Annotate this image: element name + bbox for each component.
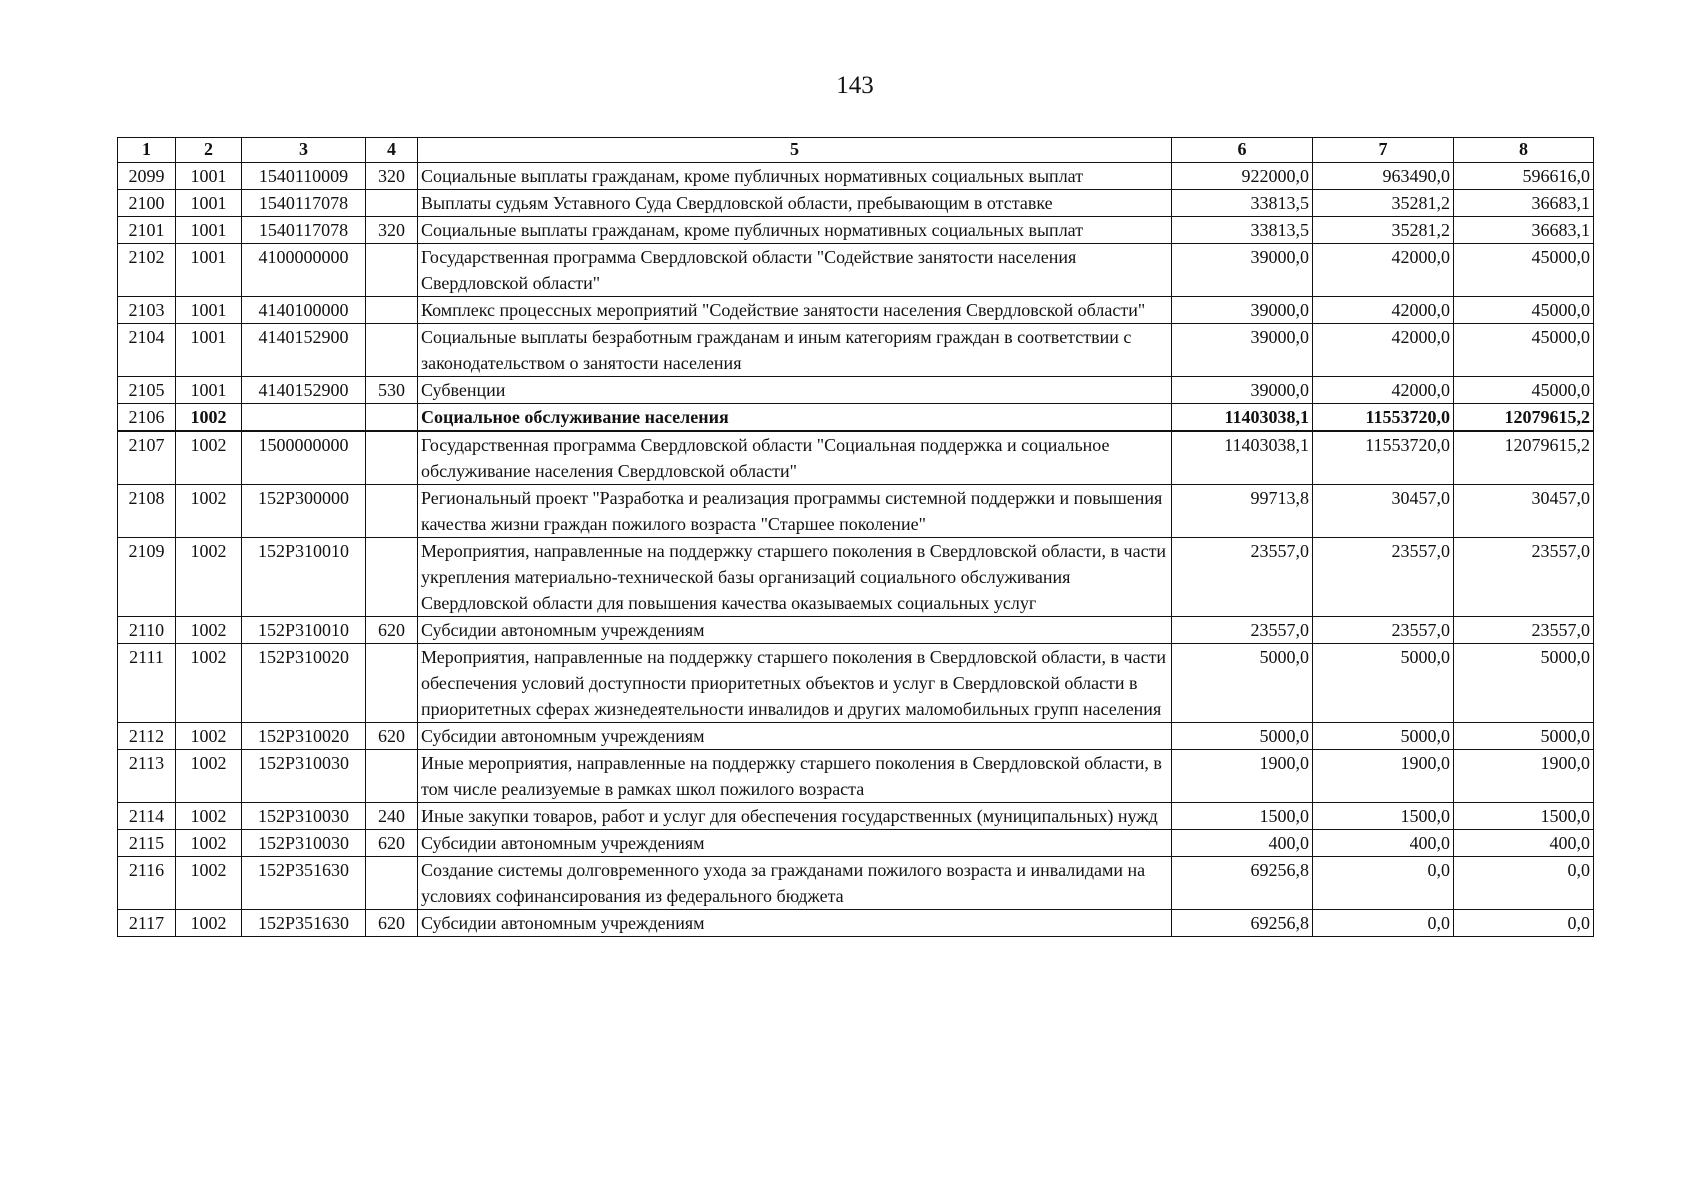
- section-code-cell: 1001: [176, 190, 242, 217]
- amount-year3-cell: 12079615,2: [1454, 404, 1594, 432]
- expense-type-cell: [366, 857, 418, 910]
- section-code-cell: 1002: [176, 750, 242, 803]
- expense-type-cell: [366, 431, 418, 485]
- amount-year2-cell: 5000,0: [1313, 644, 1454, 723]
- expense-type-cell: 320: [366, 217, 418, 244]
- target-article-cell: 4100000000: [242, 244, 366, 297]
- amount-year1-cell: 400,0: [1172, 830, 1313, 857]
- amount-year1-cell: 23557,0: [1172, 617, 1313, 644]
- section-code-cell: 1002: [176, 857, 242, 910]
- section-code-cell: 1001: [176, 244, 242, 297]
- amount-year2-cell: 23557,0: [1313, 617, 1454, 644]
- description-cell: Государственная программа Свердловской области "Содействие занятости населения Свердловской области": [418, 244, 1172, 297]
- expense-type-cell: [366, 404, 418, 432]
- amount-year2-cell: 11553720,0: [1313, 404, 1454, 432]
- target-article-cell: 4140152900: [242, 377, 366, 404]
- amount-year1-cell: 23557,0: [1172, 538, 1313, 617]
- amount-year2-cell: 0,0: [1313, 857, 1454, 910]
- expense-type-cell: [366, 190, 418, 217]
- amount-year3-cell: 1500,0: [1454, 803, 1594, 830]
- row-number-cell: 2101: [118, 217, 176, 244]
- amount-year2-cell: 30457,0: [1313, 485, 1454, 538]
- amount-year3-cell: 0,0: [1454, 857, 1594, 910]
- expense-type-cell: 620: [366, 910, 418, 937]
- table-row: [118, 163, 1594, 190]
- amount-year1-cell: 5000,0: [1172, 644, 1313, 723]
- row-number-cell: 2105: [118, 377, 176, 404]
- amount-year3-cell: 12079615,2: [1454, 431, 1594, 485]
- amount-year2-cell: 11553720,0: [1313, 431, 1454, 485]
- target-article-cell: 1540117078: [242, 190, 366, 217]
- target-article-cell: [242, 404, 366, 432]
- table-body: [118, 163, 1594, 937]
- amount-year3-cell: 45000,0: [1454, 244, 1594, 297]
- section-code-cell: 1001: [176, 163, 242, 190]
- amount-year1-cell: 69256,8: [1172, 910, 1313, 937]
- amount-year1-cell: 99713,8: [1172, 485, 1313, 538]
- table-row: [118, 485, 1594, 538]
- amount-year3-cell: 23557,0: [1454, 538, 1594, 617]
- amount-year1-cell: 1900,0: [1172, 750, 1313, 803]
- section-code-cell: 1002: [176, 617, 242, 644]
- table-row: [118, 217, 1594, 244]
- target-article-cell: 1540117078: [242, 217, 366, 244]
- table-row: [118, 830, 1594, 857]
- section-code-cell: 1002: [176, 485, 242, 538]
- amount-year1-cell: 922000,0: [1172, 163, 1313, 190]
- table-row: [118, 644, 1594, 723]
- description-cell: Иные мероприятия, направленные на поддержку старшего поколения в Свердловской области, в том числе реализуемые в рамках школ пожилого возраста: [418, 750, 1172, 803]
- description-cell: Субсидии автономным учреждениям: [418, 830, 1172, 857]
- row-number-cell: 2117: [118, 910, 176, 937]
- amount-year1-cell: 39000,0: [1172, 297, 1313, 324]
- header-row: [118, 138, 1594, 163]
- description-cell: Создание системы долговременного ухода за гражданами пожилого возраста и инвалидами на условиях софинансирования из федерального бюджета: [418, 857, 1172, 910]
- description-cell: Социальные выплаты гражданам, кроме публичных нормативных социальных выплат: [418, 217, 1172, 244]
- section-code-cell: 1002: [176, 404, 242, 432]
- description-cell: Субсидии автономным учреждениям: [418, 723, 1172, 750]
- amount-year2-cell: 400,0: [1313, 830, 1454, 857]
- section-code-cell: 1001: [176, 324, 242, 377]
- amount-year2-cell: 5000,0: [1313, 723, 1454, 750]
- amount-year3-cell: 36683,1: [1454, 190, 1594, 217]
- amount-year2-cell: 0,0: [1313, 910, 1454, 937]
- row-number-cell: 2107: [118, 431, 176, 485]
- amount-year3-cell: 30457,0: [1454, 485, 1594, 538]
- section-code-cell: 1002: [176, 910, 242, 937]
- amount-year2-cell: 42000,0: [1313, 297, 1454, 324]
- description-cell: Субсидии автономным учреждениям: [418, 910, 1172, 937]
- table-row: [118, 910, 1594, 937]
- table-row: [118, 538, 1594, 617]
- target-article-cell: 152P310020: [242, 644, 366, 723]
- amount-year1-cell: 69256,8: [1172, 857, 1313, 910]
- amount-year2-cell: 1500,0: [1313, 803, 1454, 830]
- amount-year3-cell: 45000,0: [1454, 324, 1594, 377]
- target-article-cell: 152P310030: [242, 750, 366, 803]
- row-number-cell: 2099: [118, 163, 176, 190]
- expense-type-cell: [366, 750, 418, 803]
- amount-year2-cell: 42000,0: [1313, 244, 1454, 297]
- table-row: [118, 857, 1594, 910]
- target-article-cell: 152P310030: [242, 830, 366, 857]
- table-row: [118, 803, 1594, 830]
- table-row: [118, 431, 1594, 485]
- column-header: 6: [1172, 138, 1313, 163]
- row-number-cell: 2113: [118, 750, 176, 803]
- amount-year1-cell: 39000,0: [1172, 324, 1313, 377]
- description-cell: Региональный проект "Разработка и реализация программы системной поддержки и повышения качества жизни граждан пожилого возраста "Старшее поколение": [418, 485, 1172, 538]
- section-code-cell: 1001: [176, 297, 242, 324]
- target-article-cell: 152P310030: [242, 803, 366, 830]
- section-code-cell: 1002: [176, 803, 242, 830]
- target-article-cell: 4140152900: [242, 324, 366, 377]
- amount-year3-cell: 45000,0: [1454, 297, 1594, 324]
- description-cell: Субвенции: [418, 377, 1172, 404]
- table-row: [118, 617, 1594, 644]
- section-code-cell: 1002: [176, 538, 242, 617]
- row-number-cell: 2106: [118, 404, 176, 432]
- amount-year3-cell: 23557,0: [1454, 617, 1594, 644]
- amount-year2-cell: 1900,0: [1313, 750, 1454, 803]
- amount-year1-cell: 39000,0: [1172, 244, 1313, 297]
- amount-year3-cell: 596616,0: [1454, 163, 1594, 190]
- table-row: [118, 297, 1594, 324]
- target-article-cell: 152P310010: [242, 617, 366, 644]
- expense-type-cell: 620: [366, 617, 418, 644]
- row-number-cell: 2103: [118, 297, 176, 324]
- section-code-cell: 1002: [176, 644, 242, 723]
- expense-type-cell: [366, 538, 418, 617]
- amount-year1-cell: 39000,0: [1172, 377, 1313, 404]
- column-header: 3: [242, 138, 366, 163]
- amount-year3-cell: 45000,0: [1454, 377, 1594, 404]
- amount-year3-cell: 1900,0: [1454, 750, 1594, 803]
- section-code-cell: 1002: [176, 723, 242, 750]
- target-article-cell: 152P300000: [242, 485, 366, 538]
- row-number-cell: 2111: [118, 644, 176, 723]
- row-number-cell: 2102: [118, 244, 176, 297]
- row-number-cell: 2108: [118, 485, 176, 538]
- budget-table: [117, 137, 1594, 937]
- expense-type-cell: 620: [366, 830, 418, 857]
- expense-type-cell: 240: [366, 803, 418, 830]
- expense-type-cell: 620: [366, 723, 418, 750]
- row-number-cell: 2104: [118, 324, 176, 377]
- amount-year1-cell: 5000,0: [1172, 723, 1313, 750]
- description-cell: Социальное обслуживание населения: [418, 404, 1172, 432]
- row-number-cell: 2112: [118, 723, 176, 750]
- amount-year1-cell: 33813,5: [1172, 190, 1313, 217]
- target-article-cell: 4140100000: [242, 297, 366, 324]
- table-row: [118, 244, 1594, 297]
- row-number-cell: 2114: [118, 803, 176, 830]
- row-number-cell: 2115: [118, 830, 176, 857]
- description-cell: Мероприятия, направленные на поддержку старшего поколения в Свердловской области, в части обеспечения условий доступности приоритетных объектов и услуг в Свердловской области в приоритетных сферах жизнедеятельности инвалидов и других маломобильных групп населения: [418, 644, 1172, 723]
- page-number: 143: [836, 72, 874, 99]
- row-number-cell: 2110: [118, 617, 176, 644]
- amount-year3-cell: 5000,0: [1454, 644, 1594, 723]
- amount-year2-cell: 42000,0: [1313, 377, 1454, 404]
- description-cell: Государственная программа Свердловской области "Социальная поддержка и социальное обслуживание населения Свердловской области": [418, 431, 1172, 485]
- amount-year2-cell: 35281,2: [1313, 190, 1454, 217]
- target-article-cell: 152P310020: [242, 723, 366, 750]
- column-header: 7: [1313, 138, 1454, 163]
- row-number-cell: 2100: [118, 190, 176, 217]
- expense-type-cell: [366, 297, 418, 324]
- amount-year3-cell: 0,0: [1454, 910, 1594, 937]
- table-row: [118, 723, 1594, 750]
- section-code-cell: 1001: [176, 217, 242, 244]
- section-code-cell: 1002: [176, 431, 242, 485]
- expense-type-cell: [366, 244, 418, 297]
- column-header: 1: [118, 138, 176, 163]
- expense-type-cell: [366, 644, 418, 723]
- target-article-cell: 152P310010: [242, 538, 366, 617]
- table-row: [118, 377, 1594, 404]
- column-header: 5: [418, 138, 1172, 163]
- table-row: [118, 190, 1594, 217]
- column-header: 4: [366, 138, 418, 163]
- description-cell: Комплекс процессных мероприятий "Содействие занятости населения Свердловской области": [418, 297, 1172, 324]
- section-code-cell: 1001: [176, 377, 242, 404]
- amount-year1-cell: 11403038,1: [1172, 404, 1313, 432]
- amount-year2-cell: 963490,0: [1313, 163, 1454, 190]
- section-code-cell: 1002: [176, 830, 242, 857]
- description-cell: Мероприятия, направленные на поддержку старшего поколения в Свердловской области, в части укрепления материально-технической базы организаций социального обслуживания Свердловской области для повышения качества оказываемых социальных услуг: [418, 538, 1172, 617]
- amount-year3-cell: 36683,1: [1454, 217, 1594, 244]
- table-row: [118, 404, 1594, 432]
- column-header: 8: [1454, 138, 1594, 163]
- table-row: [118, 750, 1594, 803]
- column-header: 2: [176, 138, 242, 163]
- description-cell: Иные закупки товаров, работ и услуг для обеспечения государственных (муниципальных) нужд: [418, 803, 1172, 830]
- amount-year2-cell: 42000,0: [1313, 324, 1454, 377]
- target-article-cell: 1500000000: [242, 431, 366, 485]
- description-cell: Социальные выплаты гражданам, кроме публичных нормативных социальных выплат: [418, 163, 1172, 190]
- amount-year2-cell: 35281,2: [1313, 217, 1454, 244]
- amount-year2-cell: 23557,0: [1313, 538, 1454, 617]
- amount-year3-cell: 400,0: [1454, 830, 1594, 857]
- target-article-cell: 152P351630: [242, 857, 366, 910]
- description-cell: Социальные выплаты безработным гражданам и иным категориям граждан в соответствии с законодательством о занятости населения: [418, 324, 1172, 377]
- amount-year1-cell: 11403038,1: [1172, 431, 1313, 485]
- description-cell: Субсидии автономным учреждениям: [418, 617, 1172, 644]
- description-cell: Выплаты судьям Уставного Суда Свердловской области, пребывающим в отставке: [418, 190, 1172, 217]
- amount-year3-cell: 5000,0: [1454, 723, 1594, 750]
- expense-type-cell: 530: [366, 377, 418, 404]
- table-row: [118, 324, 1594, 377]
- target-article-cell: 1540110009: [242, 163, 366, 190]
- expense-type-cell: 320: [366, 163, 418, 190]
- row-number-cell: 2109: [118, 538, 176, 617]
- expense-type-cell: [366, 485, 418, 538]
- target-article-cell: 152P351630: [242, 910, 366, 937]
- expense-type-cell: [366, 324, 418, 377]
- row-number-cell: 2116: [118, 857, 176, 910]
- amount-year1-cell: 33813,5: [1172, 217, 1313, 244]
- amount-year1-cell: 1500,0: [1172, 803, 1313, 830]
